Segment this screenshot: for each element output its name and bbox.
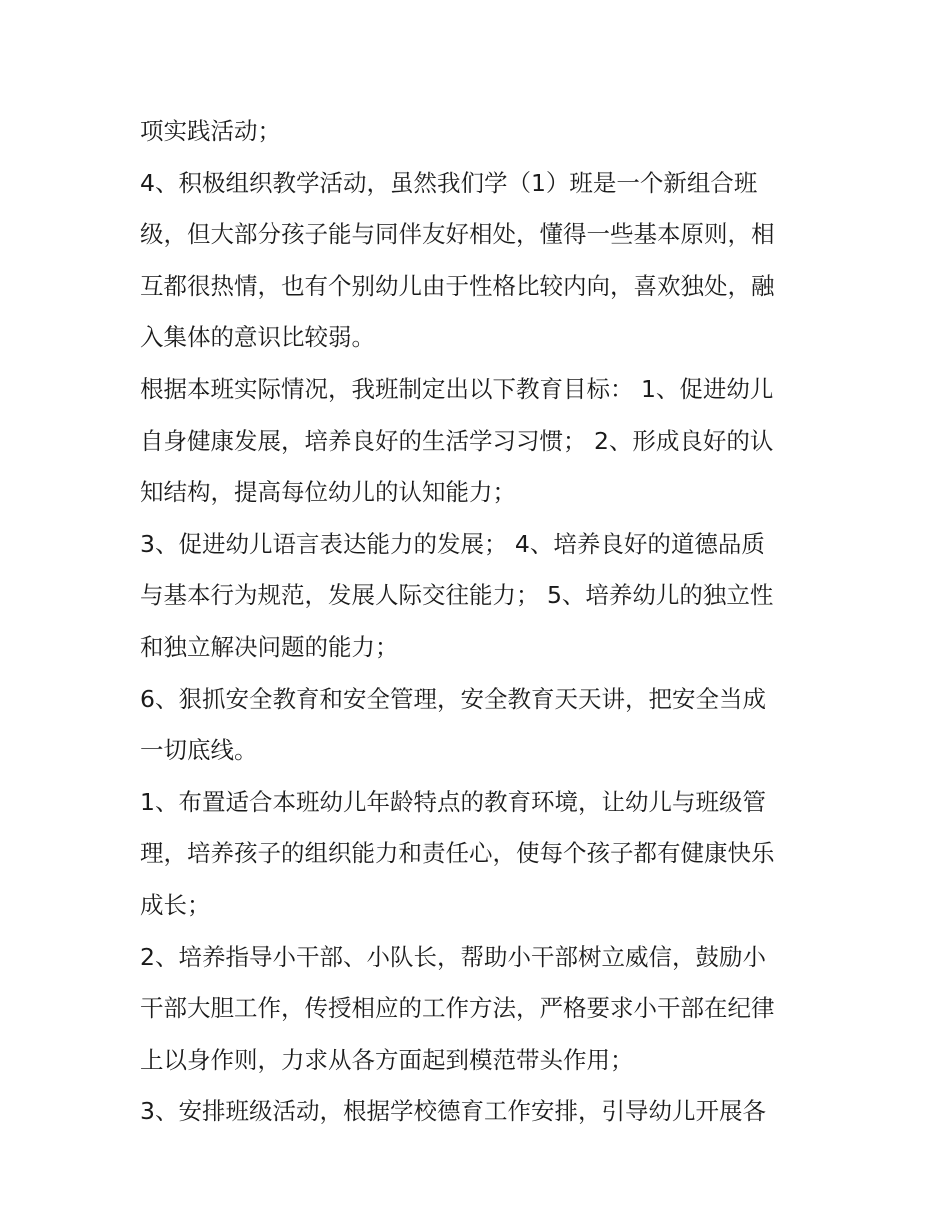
text-line: 上以身作则，力求从各方面起到模范带头作用； [140,1045,634,1074]
text-line: 干部大胆工作，传授相应的工作方法，严格要求小干部在纪律 [140,994,775,1023]
text-line: 级，但大部分孩子能与同伴友好相处，懂得一些基本原则，相 [140,220,775,249]
text-line: 1、布置适合本班幼儿年龄特点的教育环境，让幼儿与班级管 [140,787,766,816]
text-line: 4、积极组织教学活动，虽然我们学（1）班是一个新组合班 [140,168,758,197]
text-line: 2、培养指导小干部、小队长，帮助小干部树立威信，鼓励小 [140,942,766,971]
text-line: 入集体的意识比较弱。 [140,323,375,352]
text-line: 6、狠抓安全教育和安全管理，安全教育天天讲，把安全当成 [140,684,766,713]
text-line: 3、安排班级活动，根据学校德育工作安排，引导幼儿开展各 [140,1097,766,1126]
text-line: 一切底线。 [140,736,258,765]
text-line: 根据本班实际情况，我班制定出以下教育目标： 1、促进幼儿 [140,374,774,403]
text-line: 知结构，提高每位幼儿的认知能力； [140,478,516,507]
text-line: 成长； [140,890,211,919]
document-body [140,106,820,1138]
text-line: 3、促进幼儿语言表达能力的发展； 4、培养良好的道德品质 [140,529,765,558]
text-line: 理，培养孩子的组织能力和责任心，使每个孩子都有健康快乐 [140,839,775,868]
text-line: 和独立解决问题的能力； [140,632,399,661]
text-line: 与基本行为规范，发展人际交往能力； 5、培养幼儿的独立性 [140,581,774,610]
text-line: 互都很热情，也有个别幼儿由于性格比较内向，喜欢独处，融 [140,271,775,300]
text-line: 自身健康发展，培养良好的生活学习习惯； 2、形成良好的认 [140,426,774,455]
text-line: 项实践活动； [140,117,281,145]
